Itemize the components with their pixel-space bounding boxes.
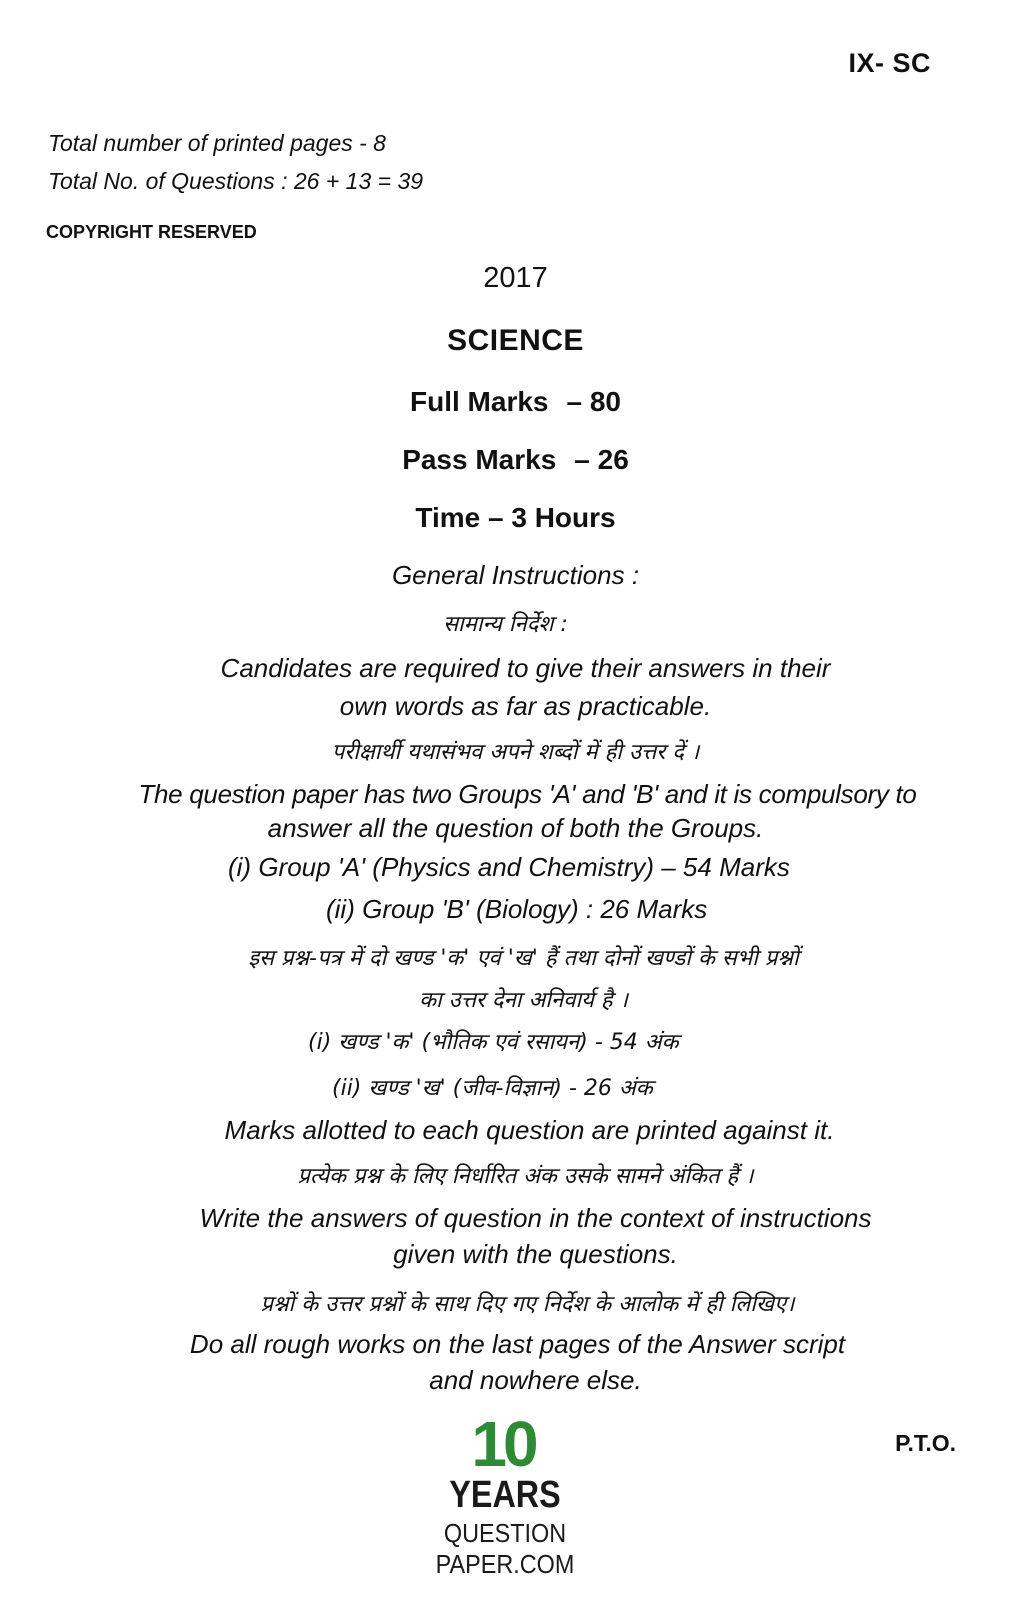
printed-pages-note: Total number of printed pages - 8 — [48, 130, 386, 156]
instructions-heading-hindi: सामान्य निर्देश : — [443, 612, 568, 637]
instructions-heading: General Instructions : — [391, 560, 640, 590]
group-b-marks-hindi: (ii) खण्ड 'ख' (जीव-विज्ञान) - 26 अंक — [332, 1076, 653, 1101]
exam-subject: SCIENCE — [447, 324, 584, 357]
watermark-logo-site: QUESTION PAPER.COM — [435, 1518, 575, 1579]
instruction-2-hindi-line-2: का उत्तर देना अनिवार्य है । — [419, 988, 628, 1013]
instruction-2-line-1: The question paper has two Groups 'A' and 'B' and it is compulsory to — [138, 779, 917, 809]
full-marks — [0, 386, 1031, 418]
watermark-logo-number: 10 — [471, 1408, 535, 1480]
watermark-logo-years: YEARS — [449, 1474, 561, 1516]
instruction-3: Marks allotted to each question are printed against it. — [224, 1115, 835, 1145]
instruction-1-line-2: own words as far as practicable. — [339, 691, 712, 721]
instruction-4-line-1: Write the answers of question in the context of instructions — [199, 1203, 872, 1233]
group-a-marks-hindi: (i) खण्ड 'क' (भौतिक एवं रसायन) - 54 अंक — [308, 1030, 679, 1055]
pass-marks — [0, 444, 1031, 476]
instruction-3-hindi: प्रत्येक प्रश्न के लिए निर्धारित अंक उसके सामने अंकित हैं । — [297, 1164, 754, 1189]
instruction-5-line-1: Do all rough works on the last pages of the Answer script — [189, 1329, 846, 1359]
instruction-4-hindi: प्रश्नों के उत्तर प्रश्नों के साथ दिए गए निर्देश के आलोक में ही लिखिए। — [260, 1292, 795, 1317]
total-questions-note: Total No. of Questions : 26 + 13 = 39 — [48, 168, 424, 194]
instruction-2-line-2: answer all the question of both the Groups. — [267, 813, 764, 843]
instruction-5-line-2: and nowhere else. — [429, 1365, 642, 1395]
copyright-notice: COPYRIGHT RESERVED — [46, 222, 257, 242]
full-marks-value: – 80 — [566, 386, 621, 417]
instruction-2-hindi-line-1: इस प्रश्न-पत्र में दो खण्ड 'क' एवं 'ख' हैं तथा दोनों खण्डों के सभी प्रश्नों — [248, 946, 799, 971]
pass-marks-value: – 26 — [574, 444, 629, 475]
instruction-1-hindi: परीक्षार्थी यथासंभव अपने शब्दों में ही उत्तर दें । — [331, 740, 700, 765]
paper-code: IX- SC — [848, 48, 931, 78]
please-turn-over: P.T.O. — [895, 1430, 956, 1456]
exam-year: 2017 — [483, 262, 548, 294]
group-a-marks: (i) Group 'A' (Physics and Chemistry) – 54 Marks — [228, 852, 790, 882]
instruction-1-line-1: Candidates are required to give their answers in their — [220, 653, 831, 683]
group-b-marks: (ii) Group 'B' (Biology) : 26 Marks — [326, 894, 708, 924]
instruction-4-line-2: given with the questions. — [393, 1239, 678, 1269]
exam-time: Time – 3 Hours — [415, 502, 616, 533]
pass-marks-label: Pass Marks — [402, 444, 557, 475]
full-marks-label: Full Marks — [410, 386, 549, 417]
